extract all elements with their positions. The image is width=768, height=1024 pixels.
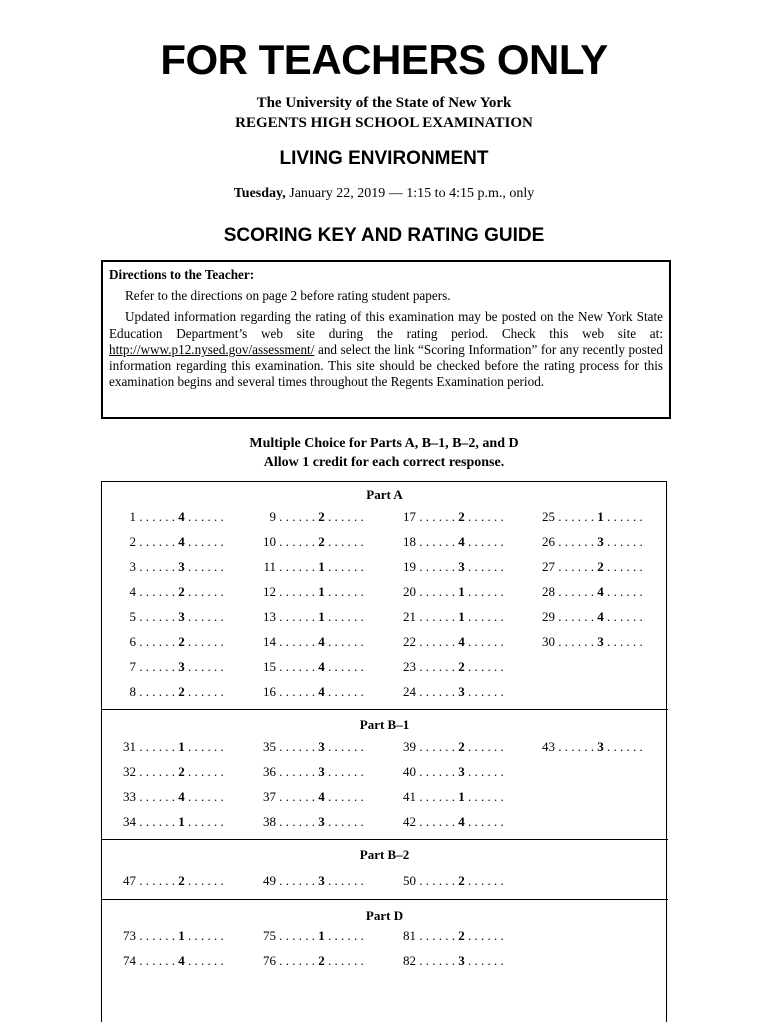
question-number: 47 [123,873,136,888]
answer-item: 13 . . . . . . 1 . . . . . . [254,609,364,625]
answer-item: 30 . . . . . . 3 . . . . . . [533,634,643,650]
answer-item: 22 . . . . . . 4 . . . . . . [394,634,504,650]
answer-item: 37 . . . . . . 4 . . . . . . [254,789,364,805]
answer-item: 27 . . . . . . 2 . . . . . . [533,559,643,575]
correct-answer: 3 [318,873,325,888]
answer-item: 24 . . . . . . 3 . . . . . . [394,684,504,700]
answer-item: 7 . . . . . . 3 . . . . . . [114,659,224,675]
question-number: 2 [129,534,136,549]
answer-item: 82 . . . . . . 3 . . . . . . [394,953,504,969]
correct-answer: 1 [178,739,185,754]
answer-item: 2 . . . . . . 4 . . . . . . [114,534,224,550]
multiple-choice-heading [0,434,768,472]
question-number: 81 [403,928,416,943]
question-number: 1 [129,509,136,524]
university-name: The University of the State of New York [256,95,512,111]
answer-item: 8 . . . . . . 2 . . . . . . [114,684,224,700]
question-number: 4 [129,584,136,599]
exam-name: REGENTS HIGH SCHOOL EXAMINATION [235,115,533,131]
question-number: 50 [403,873,416,888]
correct-answer: 4 [178,509,185,524]
question-number: 5 [129,609,136,624]
correct-answer: 2 [178,634,185,649]
directions-box [101,260,671,419]
answer-item: 25 . . . . . . 1 . . . . . . [533,509,643,525]
exam-date-time: January 22, 2019 — 1:15 to 4:15 p.m., only [285,186,535,201]
correct-answer: 3 [458,764,465,779]
multiple-choice-title: Multiple Choice for Parts A, B–1, B–2, and D [249,436,519,451]
question-number: 12 [263,584,276,599]
answer-item: 23 . . . . . . 2 . . . . . . [394,659,504,675]
correct-answer: 2 [458,509,465,524]
directions-text-after-link: and select the link “Scoring Information” for any recently posted information regarding this examination. This site should be checked before the rating process for this examination begins and several times throughout the Regents Examination period. [109,341,663,390]
correct-answer: 3 [597,739,604,754]
correct-answer: 1 [178,928,185,943]
directions-paragraph-2 [109,309,663,390]
correct-answer: 2 [597,559,604,574]
part-title: Part A [366,487,403,502]
correct-answer: 3 [597,534,604,549]
question-number: 17 [403,509,416,524]
correct-answer: 4 [597,609,604,624]
question-number: 41 [403,789,416,804]
question-number: 22 [403,634,416,649]
answer-item: 18 . . . . . . 4 . . . . . . [394,534,504,550]
answer-item: 17 . . . . . . 2 . . . . . . [394,509,504,525]
question-number: 33 [123,789,136,804]
answer-item: 49 . . . . . . 3 . . . . . . [254,873,364,889]
question-number: 35 [263,739,276,754]
question-number: 10 [263,534,276,549]
part-title: Part D [365,908,404,923]
question-number: 39 [403,739,416,754]
answer-item: 31 . . . . . . 1 . . . . . . [114,739,224,755]
correct-answer: 4 [597,584,604,599]
question-number: 82 [403,953,416,968]
correct-answer: 1 [318,928,325,943]
question-number: 27 [542,559,555,574]
question-number: 23 [403,659,416,674]
answer-item: 29 . . . . . . 4 . . . . . . [533,609,643,625]
answer-item: 3 . . . . . . 3 . . . . . . [114,559,224,575]
question-number: 32 [123,764,136,779]
question-number: 16 [263,684,276,699]
question-number: 28 [542,584,555,599]
correct-answer: 3 [458,684,465,699]
answer-item: 75 . . . . . . 1 . . . . . . [254,928,364,944]
correct-answer: 4 [318,634,325,649]
correct-answer: 1 [318,609,325,624]
correct-answer: 4 [318,659,325,674]
correct-answer: 4 [178,789,185,804]
answer-item: 34 . . . . . . 1 . . . . . . [114,814,224,830]
correct-answer: 3 [318,814,325,829]
question-number: 24 [403,684,416,699]
answer-item: 10 . . . . . . 2 . . . . . . [254,534,364,550]
correct-answer: 4 [178,534,185,549]
correct-answer: 2 [318,953,325,968]
assessment-link[interactable]: http://www.p12.nysed.gov/assessment/ [109,341,315,357]
question-number: 20 [403,584,416,599]
answer-item: 12 . . . . . . 1 . . . . . . [254,584,364,600]
section-divider [101,839,668,840]
answer-item: 33 . . . . . . 4 . . . . . . [114,789,224,805]
question-number: 3 [129,559,136,574]
correct-answer: 1 [458,609,465,624]
answer-item: 73 . . . . . . 1 . . . . . . [114,928,224,944]
answer-item: 35 . . . . . . 3 . . . . . . [254,739,364,755]
part-title: Part B–1 [359,717,410,732]
correct-answer: 2 [458,873,465,888]
answer-item: 4 . . . . . . 2 . . . . . . [114,584,224,600]
directions-paragraph-1: Refer to the directions on page 2 before rating student papers. [125,288,451,304]
exam-organization [0,93,768,133]
correct-answer: 2 [318,509,325,524]
question-number: 21 [403,609,416,624]
part-title: Part B–2 [359,847,410,862]
question-number: 14 [263,634,276,649]
correct-answer: 2 [178,764,185,779]
answer-item: 19 . . . . . . 3 . . . . . . [394,559,504,575]
answer-item: 26 . . . . . . 3 . . . . . . [533,534,643,550]
question-number: 76 [263,953,276,968]
guide-title: SCORING KEY AND RATING GUIDE [223,225,545,246]
question-number: 6 [129,634,136,649]
question-number: 75 [263,928,276,943]
question-number: 36 [263,764,276,779]
exam-date [0,186,768,202]
answer-item: 41 . . . . . . 1 . . . . . . [394,789,504,805]
question-number: 8 [129,684,136,699]
question-number: 31 [123,739,136,754]
question-number: 42 [403,814,416,829]
answer-item: 21 . . . . . . 1 . . . . . . [394,609,504,625]
question-number: 9 [269,509,276,524]
answer-item: 28 . . . . . . 4 . . . . . . [533,584,643,600]
directions-text-before-link: Updated information regarding the rating of this examination may be posted on the New York State Education Department’s web site during the rating period. Check this web site at: [109,309,663,341]
answer-item: 1 . . . . . . 4 . . . . . . [114,509,224,525]
correct-answer: 2 [178,584,185,599]
answer-item: 47 . . . . . . 2 . . . . . . [114,873,224,889]
directions-heading: Directions to the Teacher: [109,267,255,282]
correct-answer: 3 [458,953,465,968]
correct-answer: 3 [318,764,325,779]
correct-answer: 2 [178,873,185,888]
correct-answer: 4 [318,789,325,804]
answer-item: 81 . . . . . . 2 . . . . . . [394,928,504,944]
exam-day: Tuesday, [233,186,286,201]
answer-item: 16 . . . . . . 4 . . . . . . [254,684,364,700]
correct-answer: 1 [178,814,185,829]
correct-answer: 4 [458,634,465,649]
answer-item: 38 . . . . . . 3 . . . . . . [254,814,364,830]
question-number: 34 [123,814,136,829]
correct-answer: 3 [178,659,185,674]
answer-item: 39 . . . . . . 2 . . . . . . [394,739,504,755]
answer-item: 9 . . . . . . 2 . . . . . . [254,509,364,525]
answer-item: 36 . . . . . . 3 . . . . . . [254,764,364,780]
answer-item: 42 . . . . . . 4 . . . . . . [394,814,504,830]
correct-answer: 4 [458,534,465,549]
correct-answer: 3 [318,739,325,754]
correct-answer: 4 [178,953,185,968]
correct-answer: 3 [178,609,185,624]
answer-item: 76 . . . . . . 2 . . . . . . [254,953,364,969]
correct-answer: 2 [458,659,465,674]
question-number: 37 [263,789,276,804]
correct-answer: 2 [458,739,465,754]
answer-item: 50 . . . . . . 2 . . . . . . [394,873,504,889]
question-number: 38 [263,814,276,829]
correct-answer: 4 [318,684,325,699]
correct-answer: 3 [458,559,465,574]
page-title: FOR TEACHERS ONLY [160,36,608,83]
question-number: 40 [403,764,416,779]
correct-answer: 1 [318,559,325,574]
correct-answer: 1 [597,509,604,524]
answer-item: 14 . . . . . . 4 . . . . . . [254,634,364,650]
answer-item: 11 . . . . . . 1 . . . . . . [254,559,364,575]
question-number: 11 [263,559,276,574]
answer-item: 15 . . . . . . 4 . . . . . . [254,659,364,675]
subject-title: LIVING ENVIRONMENT [279,148,489,169]
question-number: 18 [403,534,416,549]
answer-item: 20 . . . . . . 1 . . . . . . [394,584,504,600]
answer-item: 43 . . . . . . 3 . . . . . . [533,739,643,755]
correct-answer: 3 [178,559,185,574]
question-number: 26 [542,534,555,549]
correct-answer: 2 [178,684,185,699]
question-number: 15 [263,659,276,674]
question-number: 73 [123,928,136,943]
answer-item: 6 . . . . . . 2 . . . . . . [114,634,224,650]
credit-instruction: Allow 1 credit for each correct response. [263,455,505,470]
question-number: 25 [542,509,555,524]
section-divider [101,899,668,900]
question-number: 74 [123,953,136,968]
correct-answer: 3 [597,634,604,649]
correct-answer: 1 [458,789,465,804]
answer-item: 40 . . . . . . 3 . . . . . . [394,764,504,780]
correct-answer: 2 [318,534,325,549]
answer-item: 5 . . . . . . 3 . . . . . . [114,609,224,625]
question-number: 30 [542,634,555,649]
question-number: 43 [542,739,555,754]
correct-answer: 1 [458,584,465,599]
question-number: 19 [403,559,416,574]
question-number: 49 [263,873,276,888]
answer-item: 32 . . . . . . 2 . . . . . . [114,764,224,780]
question-number: 29 [542,609,555,624]
correct-answer: 4 [458,814,465,829]
question-number: 7 [129,659,136,674]
answer-item: 74 . . . . . . 4 . . . . . . [114,953,224,969]
section-divider [101,709,668,710]
correct-answer: 2 [458,928,465,943]
question-number: 13 [263,609,276,624]
correct-answer: 1 [318,584,325,599]
